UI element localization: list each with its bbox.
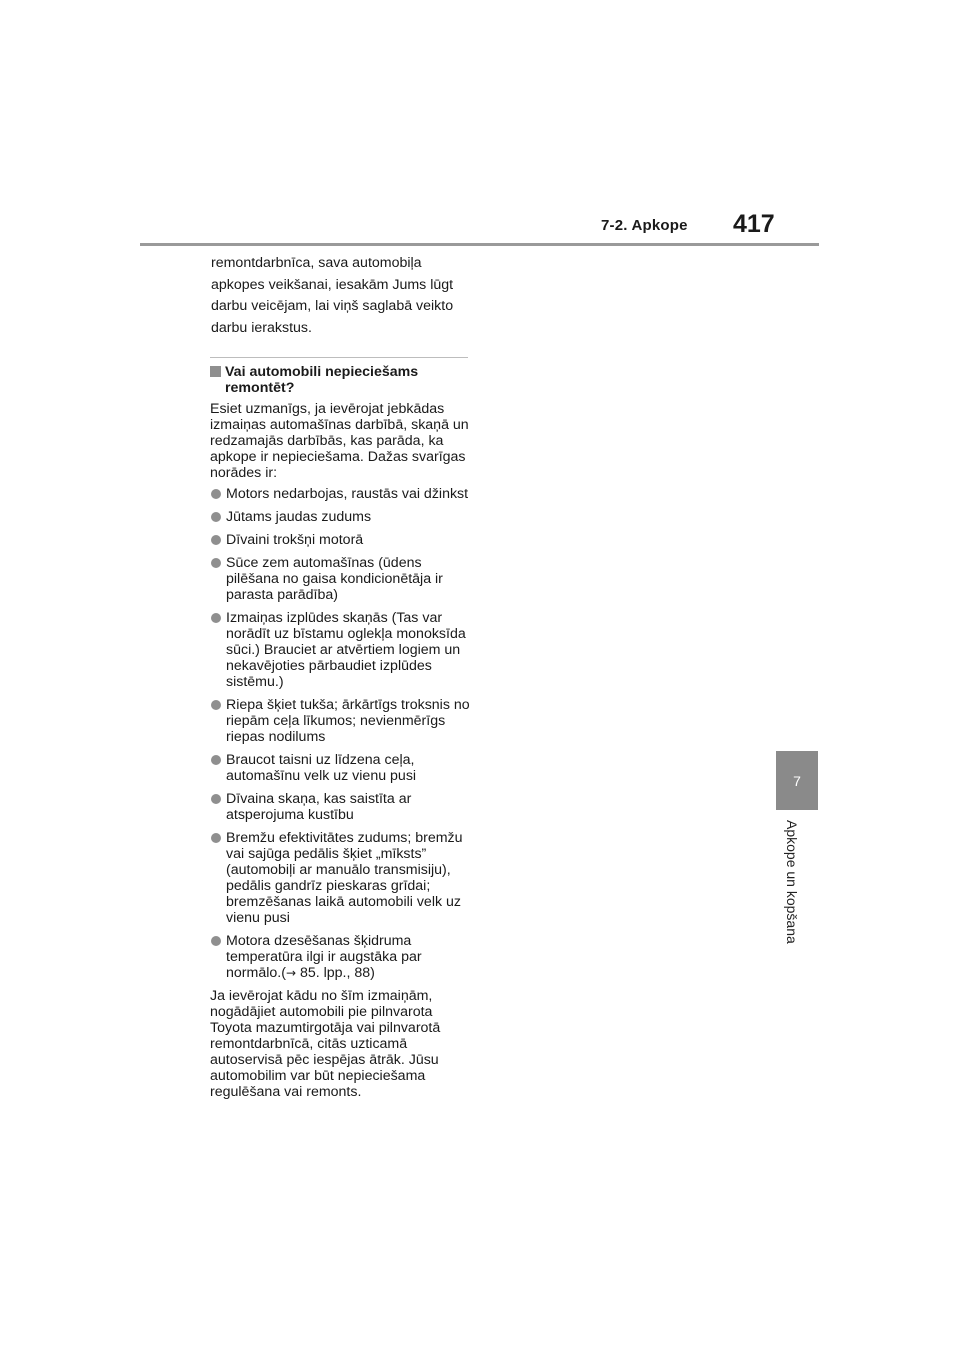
section-lead: Esiet uzmanīgs, ja ievērojat jebkādas izmaiņas automašīnas darbībā, skaņā un redzamajās darbībās, kas parāda, ka apkope ir nepieciešama. Dažas svarīgas norādes ir: [210, 401, 469, 481]
section-divider [210, 357, 468, 358]
bullet-dot-icon [211, 558, 221, 568]
bullet-dot-icon [211, 535, 221, 545]
main-content [210, 253, 472, 1105]
symptom-list [210, 486, 472, 981]
bullet-dot-icon [211, 489, 221, 499]
section-heading-text: Vai automobili nepieciešams remontēt? [225, 364, 419, 396]
arrow-right-icon: → [285, 966, 296, 980]
list-item: Dīvaini trokšņi motorā [210, 532, 472, 548]
page-number: 417 [733, 210, 775, 238]
chapter-title: Apkope un kopšana [784, 820, 800, 944]
list-item: Motora dzesēšanas šķidruma temperatūra ilgi ir augstāka par normālo.(→ 85. lpp., 88) [210, 933, 472, 981]
bullet-dot-icon [211, 833, 221, 843]
intro-paragraph: remontdarbnīca, sava automobiļa apkopes veikšanai, iesakām Jums lūgt darbu veicējam, lai viņš saglabā veikto darbu ierakstus. [211, 255, 454, 336]
list-item: Izmaiņas izplūdes skaņās (Tas var norādīt uz bīstamu oglekļa monoksīda sūci.) Brauciet ar atvērtiem logiem un nekavējoties pārbaudiet izplūdes sistēmu.) [210, 610, 472, 690]
header-divider [140, 243, 819, 246]
list-item: Braucot taisni uz līdzena ceļa, automašīnu velk uz vienu pusi [210, 752, 472, 784]
list-item: Motors nedarbojas, raustās vai džinkst [210, 486, 472, 502]
list-item: Dīvaina skaņa, kas saistīta ar atsperojuma kustību [210, 791, 472, 823]
square-bullet-icon [210, 366, 221, 377]
list-item: Bremžu efektivitātes zudums; bremžu vai sajūga pedālis šķiet „mīksts” (automobiļi ar manuālo transmisiju), pedālis gandrīz pieskaras grīdai; bremzēšanas laikā automobili velk uz vienu pusi [210, 830, 472, 926]
bullet-dot-icon [211, 613, 221, 623]
list-item: Riepa šķiet tukša; ārkārtīgs troksnis no riepām ceļa līkumos; nevienmērīgs riepas nodilums [210, 697, 472, 745]
bullet-dot-icon [211, 700, 221, 710]
list-item: Jūtams jaudas zudums [210, 509, 472, 525]
section-title: 7-2. Apkope [601, 217, 688, 234]
list-item: Sūce zem automašīnas (ūdens pilēšana no gaisa kondicionētāja ir parasta parādība) [210, 555, 472, 603]
bullet-dot-icon [211, 755, 221, 765]
section-heading [210, 364, 472, 396]
bullet-dot-icon [211, 512, 221, 522]
closing-paragraph: Ja ievērojat kādu no šīm izmaiņām, nogādājiet automobili pie pilnvarota Toyota mazumtirgotāja vai pilnvarotā remontdarbnīcā, citās uzticamā autoservisā pēc iespējas ātrāk. Jūsu automobilim var būt nepieciešama regulēšana vai remonts. [210, 988, 441, 1100]
chapter-number: 7 [793, 772, 801, 789]
bullet-dot-icon [211, 936, 221, 946]
bullet-dot-icon [211, 794, 221, 804]
chapter-tab [776, 751, 818, 810]
